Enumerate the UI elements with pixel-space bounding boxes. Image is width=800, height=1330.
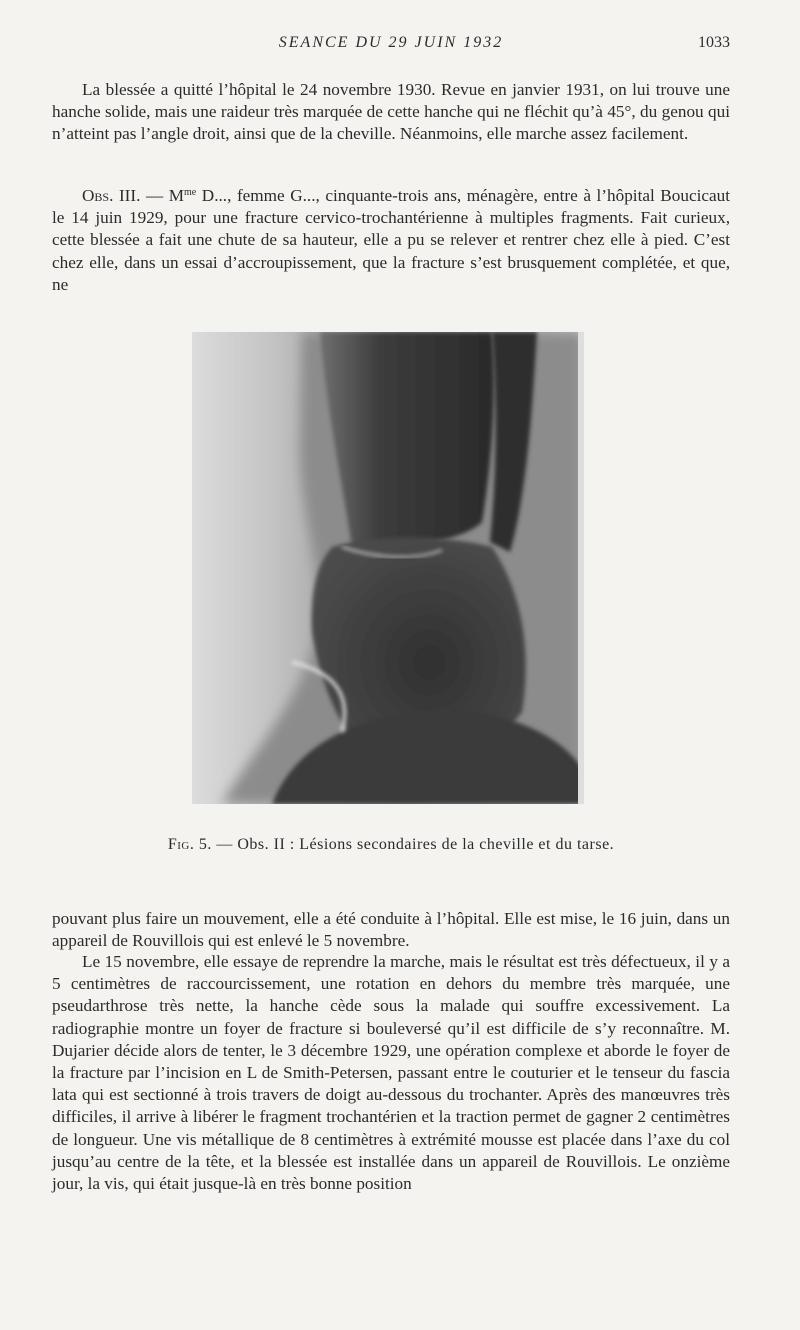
paragraph-3: pouvant plus faire un mouvement, elle a été conduite à l’hôpital. Elle est mise, le 16 juin, dans un appareil de Rouvillois qui est enlevé le 5 novembre. — [52, 909, 730, 951]
radiograph-image — [192, 332, 584, 804]
paragraph-4: Le 15 novembre, elle essaye de reprendre la marche, mais le résultat est très défectueux, il y a 5 centimètres de raccourcissement, une rotation en dehors du membre très marquée, une pseudarthrose très nette, la hanche cède sous la malade qui souffre excessivement. La radiographie montre un foyer de fracture si bouleversé qu’il est difficile de s’y reconnaître. M. Dujarier décide alors de tenter, le 3 décembre 1929, une opération complexe et aborde le foyer de la fracture par l’incision en L de Smith-Petersen, passant entre le couturier et le tenseur du fascia lata qui est sectionné à trois travers de doigt au-dessous du trochanter. Après des manœuvres très difficiles, il arrive à libérer le fragment trochantérien et la traction permet de gagner 2 centimètres de longueur. Une vis métallique de 8 centimètres à extrémité mousse est placée dans l’axe du col jusqu’au centre de la tête, et la blessée est installée dans un appareil de Rouvillois. Le onzième jour, la vis, qui était jusque-là en très bonne position — [52, 952, 730, 1194]
running-head — [52, 34, 730, 58]
figure-caption — [52, 836, 730, 854]
page-number: 1033 — [698, 34, 730, 51]
obs-label: Obs. III. — [82, 186, 141, 205]
obs-superscript: me — [184, 187, 197, 198]
figure-caption-text: — Obs. II : Lésions secondaires de la cheville et du tarse. — [211, 836, 615, 853]
paragraph-1: La blessée a quitté l’hôpital le 24 novembre 1930. Revue en janvier 1931, on lui trouve une hanche solide, mais une raideur très marquée de cette hanche qui ne fléchit qu’à 45°, du genou qui n’atteint pas l’angle droit, ainsi que de la cheville. Néanmoins, elle marche assez facilement. — [52, 80, 730, 144]
radiograph-figure — [192, 332, 584, 804]
figure-label: Fig. 5. — [167, 836, 212, 853]
paragraph-obs-3 — [52, 185, 730, 296]
obs-text: D..., femme G..., cinquante-trois ans, ménagère, entre à l’hôpital Boucicaut le 14 juin 1929, pour une fracture cervico-trochantérienne à multiples fragments. Fait curieux, cette blessée a fait une chute de sa hauteur, elle a pu se relever et rentrer chez elle à pied. C’est chez elle, dans un essai d’accroupissement, que la fracture s’est brusquement complétée, et que, ne — [52, 186, 730, 294]
obs-dash: — M — [140, 186, 185, 205]
running-title: SEANCE DU 29 JUIN 1932 — [278, 34, 504, 51]
